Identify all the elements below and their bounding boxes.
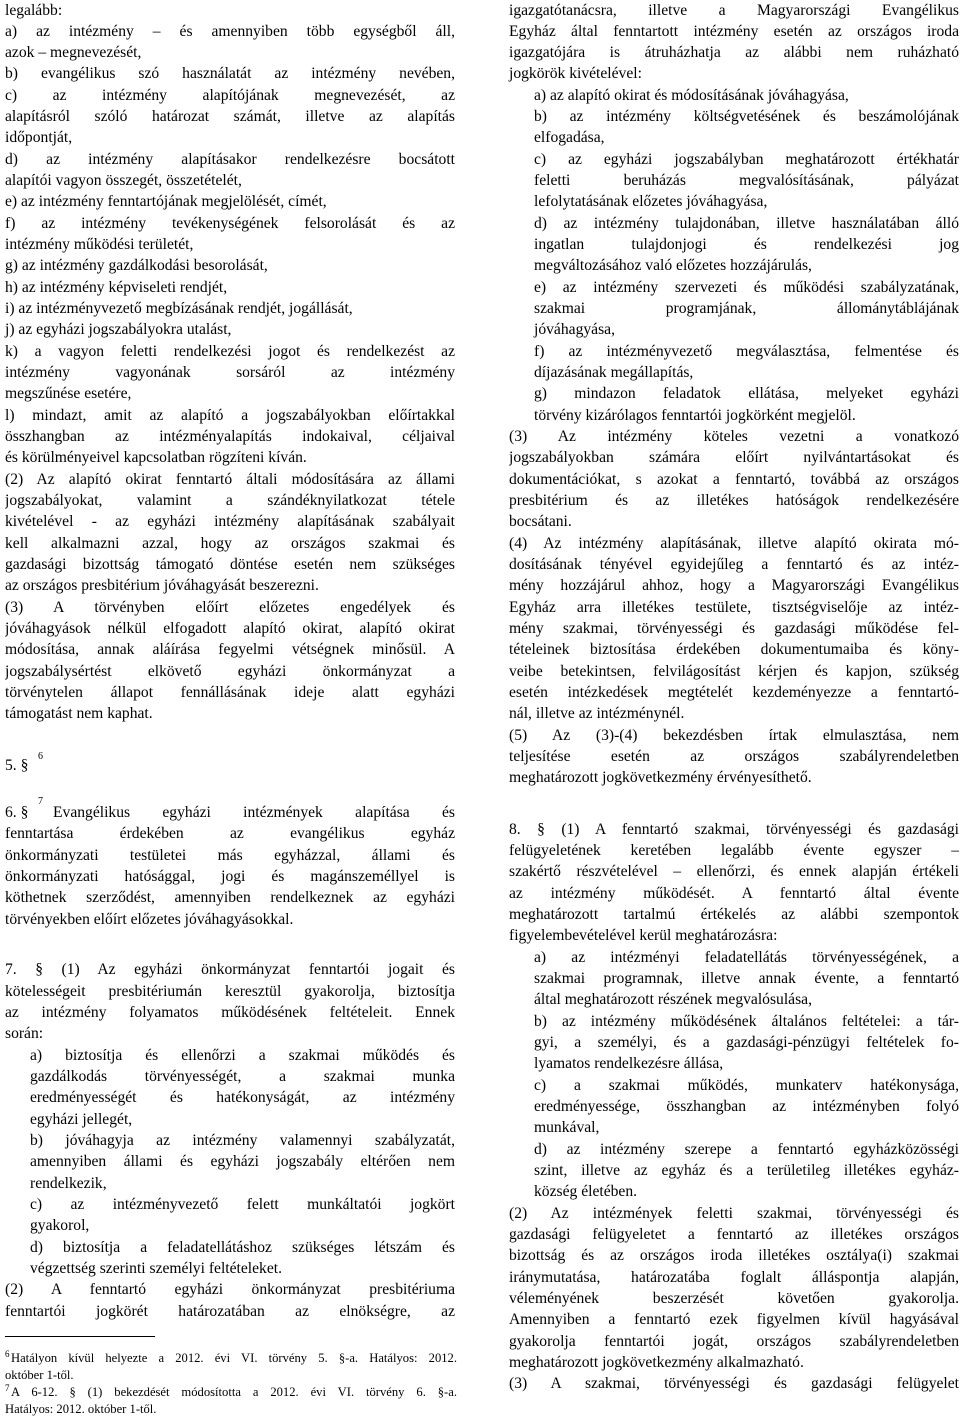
text-line: azok – megnevezését, <box>5 44 142 61</box>
text-line: időpontját, <box>5 129 73 146</box>
text-line: kivételével - az egyházi intézmény alapításának szabályait <box>5 513 455 530</box>
text-line: l) mindazt, amit az alapító a jogszabályokban előírtakkal <box>5 407 455 424</box>
footnote-ref-7: 7 <box>38 796 43 807</box>
text-line: és körülményeivel kapcsolatban rögzíteni kíván. <box>5 449 307 466</box>
text-line: fenntartása érdekében az evangélikus egyház <box>5 825 455 842</box>
text-line: felügyeletének keretében legalább évente egyszer – <box>509 842 959 859</box>
text-line: község életében. <box>534 1183 638 1200</box>
text-line: módosítása, annak aláírása fegyelmi vétségnek minősül. A <box>5 641 455 658</box>
text-line: d) az intézmény alapításakor rendelkezésre bocsátott <box>5 151 455 168</box>
text-line: gazdálkodás törvényességét, a szakmai munka <box>30 1068 455 1085</box>
text-line: Egyház által fenntartott intézmény esetén az országos iroda <box>509 23 959 40</box>
text-line: h) az intézmény képviseleti rendjét, <box>5 279 228 296</box>
text-line: b) jóváhagyja az intézmény valamennyi szabályzatát, <box>30 1132 455 1149</box>
text-line: teljesítése esetén az országos szabályrendeletben <box>509 748 959 765</box>
text-line: során: <box>5 1025 44 1042</box>
text-line: összhangban az intézményalapítás indokaival, céljaival <box>5 428 455 445</box>
text-line: szint, illetve az egyház és a területileg illetékes egyház- <box>534 1162 959 1179</box>
text-line: munkával, <box>534 1119 600 1136</box>
text-line: (5) Az (3)-(4) bekezdésben írtak elmulasztása, nem <box>509 727 959 744</box>
text-line: az intézmény folyamatos működésének feltételeit. Ennek <box>5 1004 455 1021</box>
text-line: c) az egyházi jogszabályban meghatározott értékhatár <box>534 151 959 168</box>
text-line: i) az intézményvezető megbízásának rendjét, jogállását, <box>5 300 353 317</box>
text-line: dosításának tényével egyidejűleg a fenntartó és az intéz- <box>509 556 959 573</box>
text-line: g) mindazon feladatok ellátása, melyeket egyházi <box>534 385 959 402</box>
text-line: c) az intézményvezető felett munkáltatói jogkört <box>30 1196 455 1213</box>
text-line: (4) Az intézmény alapításának, illetve alapító okirata mó- <box>509 535 959 552</box>
text-line: gazdasági felügyeletet a fenntartó az illetékes országos <box>509 1226 959 1243</box>
text-line: esetén intézkedések megtételét kezdeményezze a fenntartó- <box>509 684 959 701</box>
text-line: gyi, a személyi, és a gazdasági-pénzügyi feltételek fo- <box>534 1034 959 1051</box>
text-line: igazgatójára is átruházhatja az alábbi nem ruházható <box>509 44 959 61</box>
text-line: tételeinek biztosítása érdekében dokumentumaiba és köny- <box>509 641 959 658</box>
text-line: legalább: <box>5 2 63 19</box>
text-line: igazgatótanácsra, illetve a Magyarországi Evangélikus <box>509 2 959 19</box>
text-line: jogszabályokat, valamint a szándéknyilatkozat tétele <box>5 492 455 509</box>
text-line: e) az intézmény fenntartójának megjelölését, címét, <box>5 193 327 210</box>
text-line: feletti beruházás megvalósításának, pályázat <box>534 172 959 189</box>
text-line: lefolytatásának előzetes jóváhagyása, <box>534 193 768 210</box>
text-line: b) az intézmény működésének általános feltételei: a tár- <box>534 1013 959 1030</box>
text-line: d) biztosítja a feladatellátáshoz szükséges létszám és <box>30 1239 455 1256</box>
text-line: d) az intézmény tulajdonában, illetve használatában álló <box>534 215 959 232</box>
text-line: gyakorolja fenntartói jogát, országos szabályrendeletben <box>509 1333 959 1350</box>
text-line: meghatározott jogkövetkezmény alkalmazható. <box>509 1354 804 1371</box>
text-line: szakmai programnak, illetve annak évente, a fenntartó <box>534 970 959 987</box>
text-line: intézmény vagyonának sorsáról az intézmény <box>5 364 455 381</box>
text-line: ingatlan tulajdonjogi és rendelkezési jog <box>534 236 959 253</box>
text-line: g) az intézmény gazdálkodási besorolását, <box>5 257 268 274</box>
text-line: a) az intézményi feladatellátás törvényességének, a <box>534 949 959 966</box>
text-line: 8. § (1) A fenntartó szakmai, törvényességi és gazdasági <box>509 821 959 838</box>
text-line: kötelességeit presbitériumán keresztül gyakorolja, biztosítja <box>5 983 455 1000</box>
text-line: b) az intézmény költségvetésének és beszámolójának <box>534 108 959 125</box>
text-line: j) az egyházi jogszabályokra utalást, <box>5 321 232 338</box>
text-line: elfogadása, <box>534 129 605 146</box>
text-line: figyelembevételével kerül meghatározásra: <box>509 927 778 944</box>
text-line: k) a vagyon feletti rendelkezési jogot és rendelkezést az <box>5 343 455 360</box>
text-line: (3) Az intézmény köteles vezetni a vonatkozó <box>509 428 959 445</box>
text-line: támogatást nem kaphat. <box>5 705 153 722</box>
text-line: nál, illetve az intézménynél. <box>509 705 685 722</box>
footnote-6-text: október 1-től. <box>5 1368 74 1382</box>
text-line: 7. § (1) Az egyházi önkormányzat fenntartói jogait és <box>5 961 455 978</box>
text-line: (2) Az intézmények feletti szakmai, törvényességi és <box>509 1205 959 1222</box>
text-line: köthetnek szerződést, amennyiben rendelkeznek az egyházi <box>5 889 455 906</box>
footnote-7-text: Hatályos: 2012. október 1-től. <box>5 1402 157 1416</box>
text-line: mény szakmai, törvényességi és gazdasági működése fel- <box>509 620 959 637</box>
text-line: a) biztosítja és ellenőrzi a szakmai működés és <box>30 1047 455 1064</box>
section-heading-5: 5. § <box>5 757 29 774</box>
text-line: jogszabályokban számára előírt nyilvántartásokat és <box>509 449 959 466</box>
text-line: f) az intézményvezető megválasztása, felmentése és <box>534 343 959 360</box>
text-line: b) evangélikus szó használatát az intézmény nevében, <box>5 65 455 82</box>
text-line: mény hozzájárul ahhoz, hogy a Magyarországi Evangélikus <box>509 577 959 594</box>
text-line: veibe betekintsen, felvilágosítást kérjen és kapjon, szükség <box>509 663 959 680</box>
text-line: szakértő részvételével – ellenőrzi, és ennek alapján értékeli <box>509 863 959 880</box>
text-line: törvénytelen állapot fennállásának ideje alatt egyházi <box>5 684 455 701</box>
text-line: lyamatos rendelkezésre állása, <box>534 1055 724 1072</box>
text-line: (3) A törvényben előírt előzetes engedélyek és <box>5 599 455 616</box>
footnote-ref-6: 6 <box>38 751 43 762</box>
text-line: eredményessége, összhangban az intézményben folyó <box>534 1098 959 1115</box>
text-line: bizottság és az országos iroda illetékes osztálya(i) szakmai <box>509 1247 959 1264</box>
footnote-number-7: 7 <box>5 1383 10 1393</box>
text-line: rendelkezik, <box>30 1175 107 1192</box>
text-line: önkormányzati testületei más egyházzal, állami és <box>5 847 455 864</box>
text-line: önkormányzati hatósággal, jogi és magánszeméllyel is <box>5 868 455 885</box>
section-heading-6: 6. § <box>5 804 29 821</box>
text-line: e) az intézmény szervezeti és működési szabályzatának, <box>534 279 959 296</box>
text-line: jogszabálysértést elkövető egyházi önkormányzat a <box>5 663 455 680</box>
text-line: törvény kizárólagos fenntartói jogkörként megjelöl. <box>534 407 856 424</box>
text-line: Amennyiben a fenntartó ezek figyelmen kívül hagyásával <box>509 1311 959 1328</box>
text-line: kell alkalmazni azzal, hogy az országos szakmai és <box>5 535 455 552</box>
text-line: megszűnése esetére, <box>5 385 132 402</box>
text-line: Evangélikus egyházi intézmények alapítása és <box>53 804 455 821</box>
text-line: presbitérium és az illetékes hatóságok rendelkezésére <box>509 492 959 509</box>
text-line: intézmény működési területét, <box>5 236 194 253</box>
text-line: megváltozásához való előzetes hozzájárulás, <box>534 257 812 274</box>
text-line: f) az intézmény tevékenységének felsorolását és az <box>5 215 455 232</box>
text-line: (2) A fenntartó egyházi önkormányzat presbitériuma <box>5 1281 455 1298</box>
text-line: a) az alapító okirat és módosításának jóváhagyása, <box>534 87 849 104</box>
text-line: c) az intézmény alapítójának megnevezését, az <box>5 87 455 104</box>
text-line: amennyiben állami és egyházi jogszabály eltérően nem <box>30 1153 455 1170</box>
text-line: dokumentációkat, s azokat a fenntartó, továbbá az országos <box>509 471 959 488</box>
text-line: az intézmény működését. A fenntartó által évente <box>509 885 959 902</box>
text-line: jóváhagyása, <box>534 321 615 338</box>
text-line: szakmai programjának, állománytáblájának <box>534 300 959 317</box>
text-line: gyakorol, <box>30 1217 90 1234</box>
text-line: jóváhagyások nélkül elfogadott alapító okirat, alapító okirat <box>5 620 455 637</box>
text-line: meghatározott jogkövetkezmény érvényesíthető. <box>509 769 812 786</box>
text-line: gazdasági bizottság támogató döntése esetén nem szükséges <box>5 556 455 573</box>
text-line: (2) Az alapító okirat fenntartó általi módosítására az állami <box>5 471 455 488</box>
text-line: jogkörök kivételével: <box>509 65 642 82</box>
footnote-7-text: A 6-12. § (1) bekezdését módosította a 2012. évi VI. törvény 6. §-a. <box>11 1385 457 1399</box>
text-line: végzettség szerinti személyi feltételeket. <box>30 1260 282 1277</box>
text-line: c) a szakmai működés, munkaterv hatékonysága, <box>534 1077 959 1094</box>
text-line: (3) A szakmai, törvényességi és gazdasági felügyelet <box>509 1375 959 1392</box>
text-line: alapításról szóló határozat számát, illetve az alapítás <box>5 108 455 125</box>
text-line: bocsátani. <box>509 513 572 530</box>
text-line: meghatározott tartalmú értékelés az alábbi szempontok <box>509 906 959 923</box>
text-line: a) az intézmény – és amennyiben több egységből áll, <box>5 23 455 40</box>
footnote-number-6: 6 <box>5 1349 10 1359</box>
text-line: alapítói vagyon összegét, összetételét, <box>5 172 242 189</box>
text-line: eredményességét és hatékonyságát, az intézmény <box>30 1089 455 1106</box>
text-line: által meghatározott részének megvalósulása, <box>534 991 812 1008</box>
text-line: fenntartói jogkörét határozatában az elnökségre, az <box>5 1303 455 1320</box>
text-line: d) az intézmény szerepe a fenntartó egyházközösségi <box>534 1141 959 1158</box>
text-line: iránymutatása, határozatába foglalt álláspontja alapján, <box>509 1269 959 1286</box>
text-line: véleményének beszerzését követően gyakorolja. <box>509 1290 959 1307</box>
text-line: törvényekben előírt előzetes jóváhagyásokkal. <box>5 911 294 928</box>
footnote-6-text: Hatályon kívül helyezte a 2012. évi VI. törvény 5. §-a. Hatályos: 2012. <box>11 1351 457 1365</box>
text-line: az országos presbitérium jóváhagyását beszerezni. <box>5 577 319 594</box>
text-line: egyházi jellegét, <box>30 1111 133 1128</box>
text-line: díjazásának megállapítás, <box>534 364 694 381</box>
footnote-separator <box>5 1336 155 1337</box>
text-line: Egyház arra illetékes testülete, tisztségviselője az intéz- <box>509 599 959 616</box>
